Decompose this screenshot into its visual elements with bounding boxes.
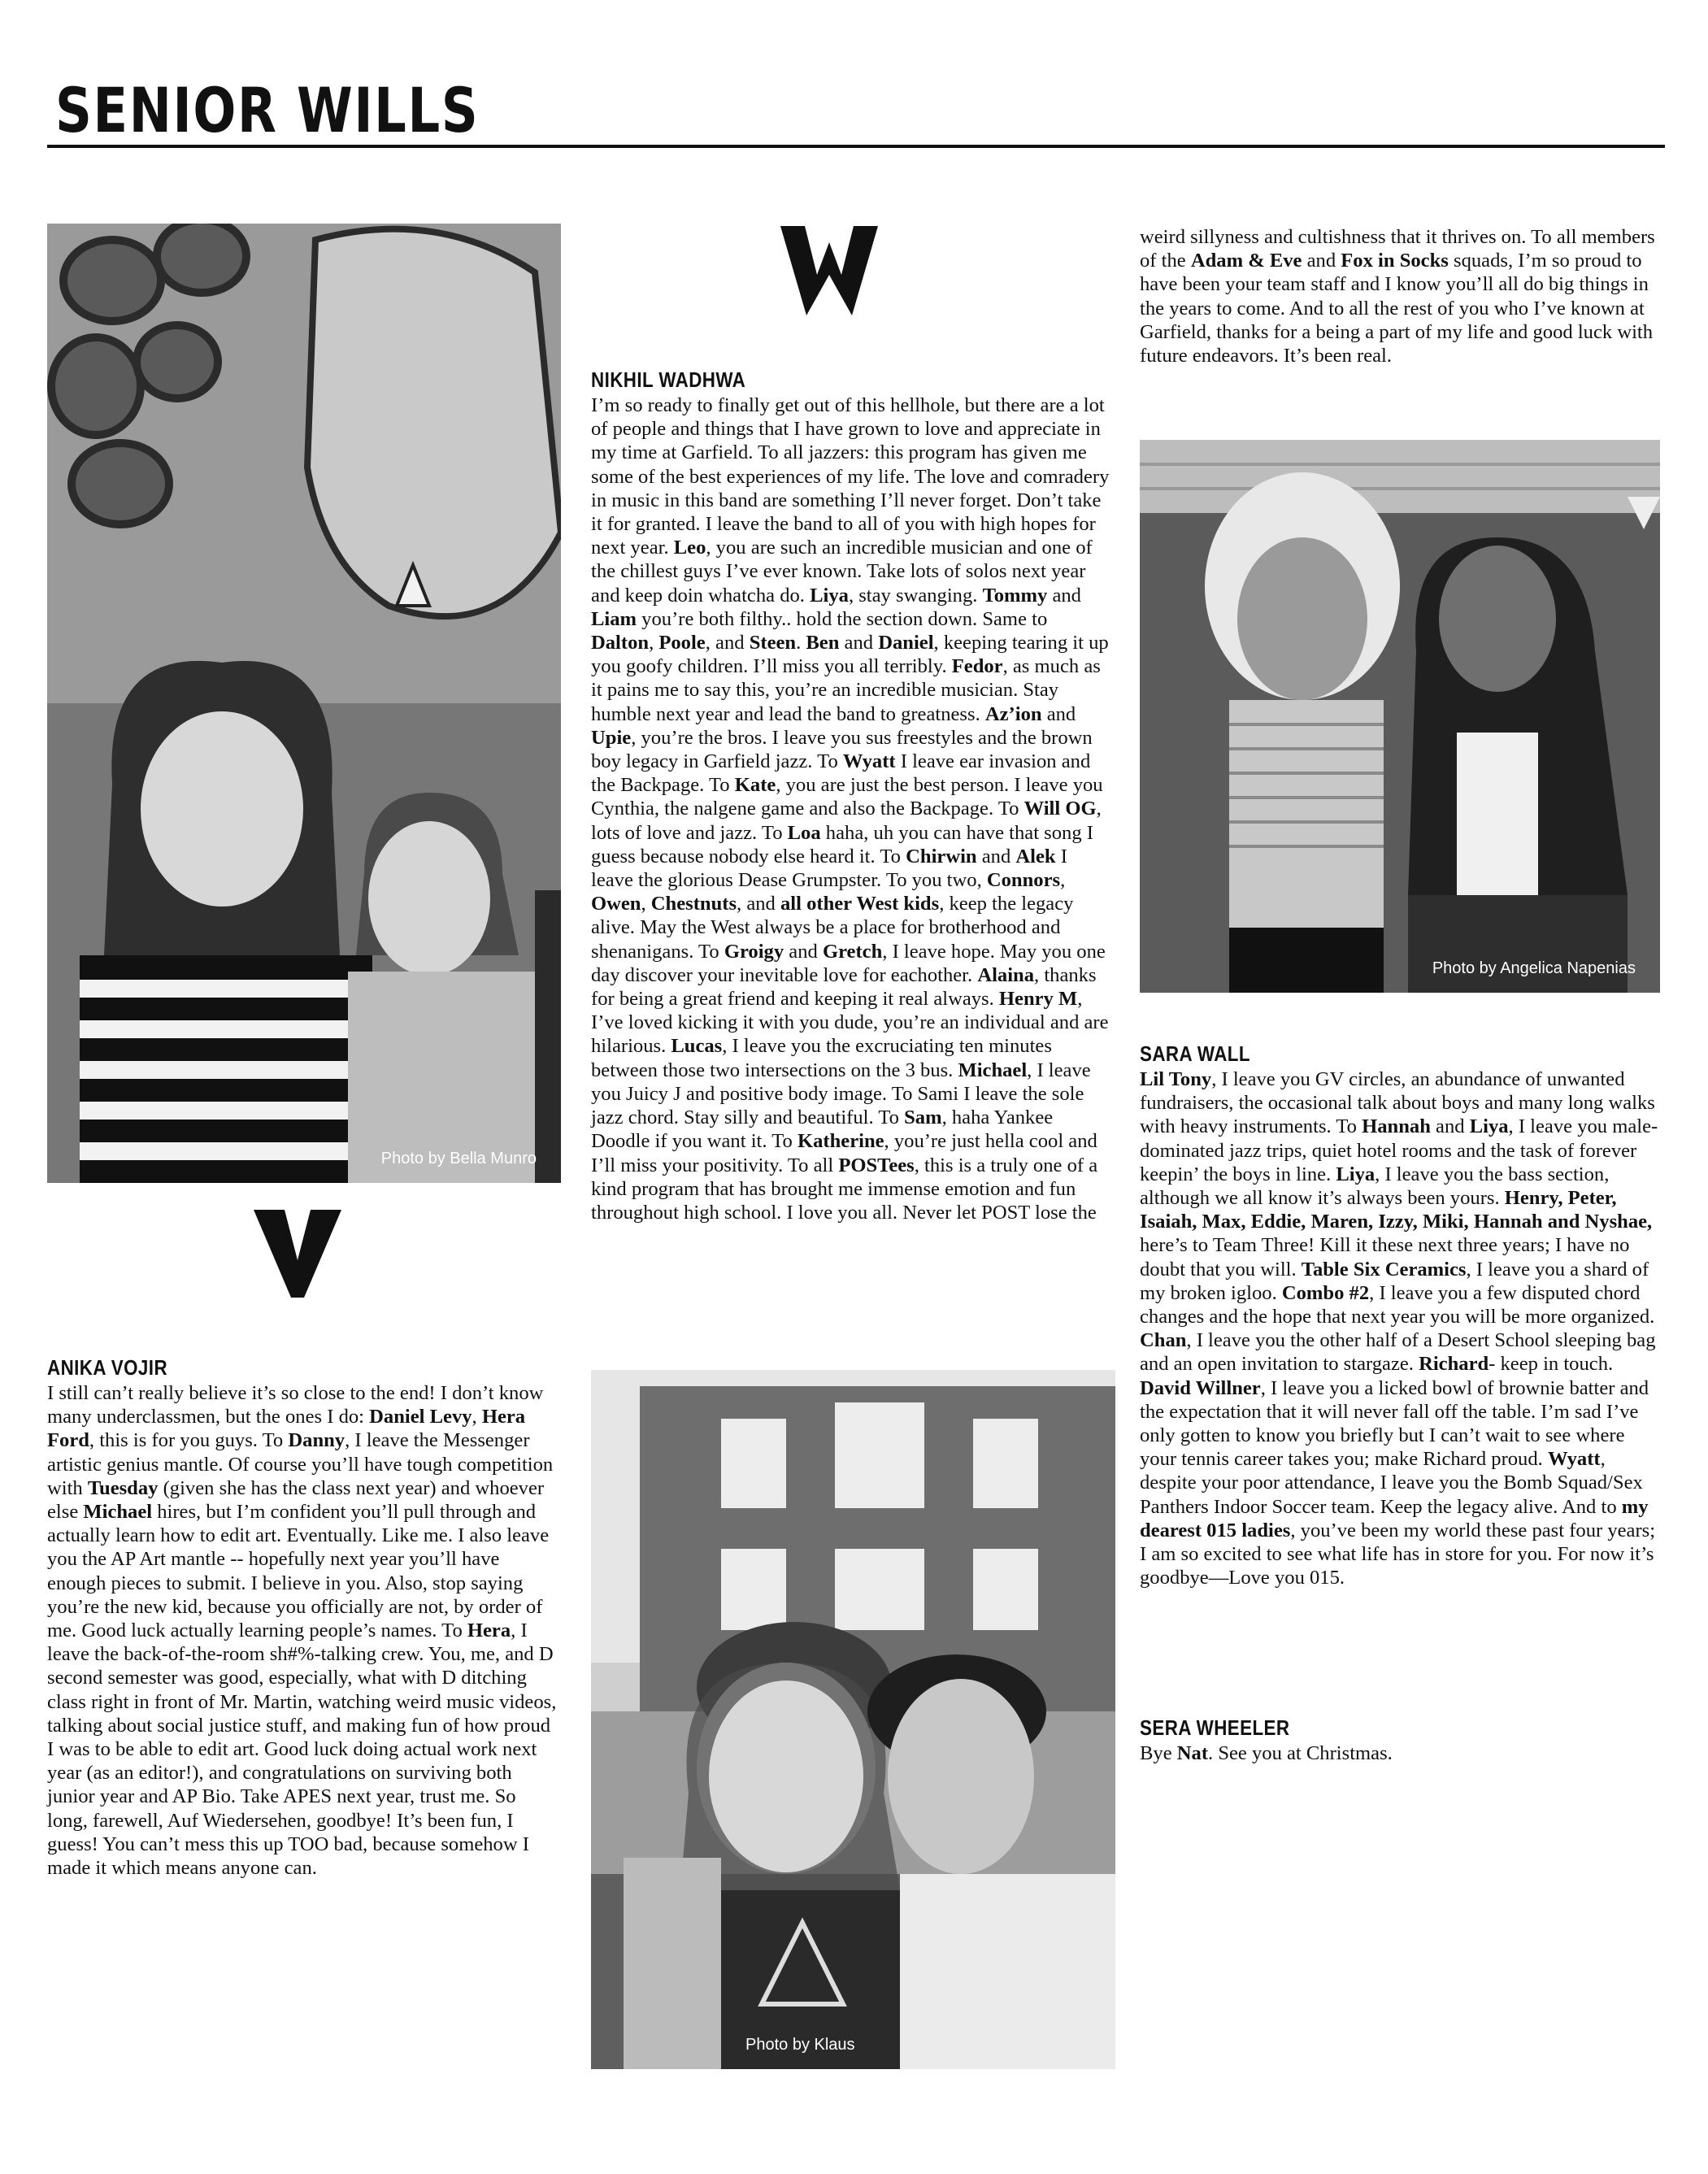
will-entry-wheeler	[1140, 1715, 1660, 1765]
photo-credit: Photo by Bella Munro	[380, 1150, 537, 1167]
entry-name: SERA WHEELER	[1140, 1715, 1290, 1740]
will-entry-wadhwa	[591, 367, 1111, 1224]
entry-name: ANIKA VOJIR	[47, 1355, 168, 1380]
entry-text: Bye Nat. See you at Christmas.	[1140, 1742, 1393, 1764]
photo-credit: Photo by Angelica Napenias	[1432, 959, 1636, 977]
section-title: SENIOR WILLS	[55, 74, 480, 146]
photo-credit: Photo by Klaus	[745, 2036, 855, 2054]
entry-text: I still can’t really believe it’s so close to the end! I don’t know many underclassmen, but the ones I do: Daniel Levy, Hera Ford, this is for you guys. To Danny, I leave the Messenger artistic genius mantle. Of course you’ll have tough competition with Tuesday (given she has the class next year) and whoever else Michael hires, but I’m confident you’ll pull through and actually learn how to edit art. Eventually. Like me. I also leave you the AP Art mantle -- hopefully next year you’ll have enough pieces to submit. I believe in you. Also, stop saying you’re the new kid, because you officially are not, by order of me. Good luck actually learning people’s names. To Hera, I leave the back-of-the-room sh#%-talking crew. You, me, and D second semester was good, especially, what with D ditching class right in front of Mr. Martin, watching weird music videos, talking about social justice stuff, and making fun of how proud I was to be able to edit art. Good luck doing actual work next year (as an editor!), and congratulations on surviving both junior year and AP Bio. Take APES next year, trust me. So long, farewell, Auf Wiedersehen, goodbye! It’s been fun, I guess! You can’t mess this up TOO bad, because somehow I made it which means anyone can.	[47, 1382, 557, 1880]
entry-text: Lil Tony, I leave you GV circles, an abundance of unwanted fundraisers, the occasional talk about boys and many long walks with heavy instruments. To Hannah and Liya, I leave you male-dominated jazz trips, quiet hotel rooms and the task of forever keepin’ the boys in line. Liya, I leave you the bass section, although we all know it’s always been yours. Henry, Peter, Isaiah, Max, Eddie, Maren, Izzy, Miki, Hannah and Nyshae, here’s to Team Three! Kill it these next three years; I have no doubt that you will. Table Six Ceramics, I leave you a shard of my broken igloo. Combo #2, I leave you a few disputed chord changes and the hope that next year you will be more organized. Chan, I leave you the other half of a Desert School sleeping bag and an open invitation to stargaze. Richard- keep in touch. David Willner, I leave you a licked bowl of brownie batter and the expectation that it will never fall off the table. I’m sad I’ve only gotten to know you briefly but I can’t wait to see where your tennis career takes you; make Richard proud. Wyatt, despite your poor attendance, I leave you the Bomb Squad/Sex Panthers Indoor Soccer team. Keep the legacy alive. And to my dearest 015 ladies, you’ve been my world these past four years; I am so excited to see what life has in store for you. For now it’s goodbye—Love you 015.	[1140, 1068, 1658, 1589]
page-header	[47, 72, 1665, 148]
will-entry-wall	[1140, 1041, 1660, 1589]
entry-name: SARA WALL	[1140, 1041, 1250, 1066]
entry-text: I’m so ready to finally get out of this hellhole, but there are a lot of people and things that I have grown to love and appreciate in my time at Garfield. To all jazzers: this program has given me some of the best experiences of my life. The love and comradery in music in this band are something I’ll never forget. Don’t take it for granted. I leave the band to all of you with high hopes for next year. Leo, you are such an incredible musician and one of the chillest guys I’ve ever known. Take lots of solos next year and keep doin whatcha do. Liya, stay swanging. Tommy and Liam you’re both filthy.. hold the section down. Same to Dalton, Poole, and Steen. Ben and Daniel, keeping tearing it up you goofy children. I’ll miss you all terribly. Fedor, as much as it pains me to say this, you’re an incredible musician. Stay humble next year and lead the band to greatness. Az’ion and Upie, you’re the bros. I leave you sus freestyles and the brown boy legacy in Garfield jazz. To Wyatt I leave ear invasion and the Backpage. To Kate, you are just the best person. I leave you Cynthia, the nalgene game and also the Backpage. To Will OG, lots of love and jazz. To Loa haha, uh you can have that song I guess because nobody else heard it. To Chirwin and Alek I leave the glorious Dease Grumpster. To you two, Connors, Owen, Chestnuts, and all other West kids, keep the legacy alive. May the West always be a place for brotherhood and shenanigans. To Groigy and Gretch, I leave hope. May you one day discover your inevitable love for eachother. Alaina, thanks for being a great friend and keeping it real always. Henry M, I’ve loved kicking it with you dude, you’re an individual and are hilarious. Lucas, I leave you the excruciating ten minutes between those two intersections on the 3 bus. Michael, I leave you Juicy J and positive body image. To Sami I leave the sole jazz chord. Stay silly and beautiful. To Sam, haha Yankee Doodle if you want it. To Katherine, you’re just hella cool and I’ll miss your positivity. To all POSTees, this is a truly one of a kind program that has brought me immense emotion and fun throughout high school. I love you all. Never let POST lose the	[591, 394, 1110, 1224]
letter-v-marker	[254, 1210, 341, 1298]
photo-two-students-outside	[591, 1370, 1115, 2069]
entry-name: NIKHIL WADHWA	[591, 367, 746, 392]
will-entry-vojir	[47, 1355, 561, 1880]
letter-w-marker	[780, 226, 878, 315]
photo-two-students-indoor	[1140, 440, 1660, 993]
entry-text-continued: weird sillyness and cultishness that it thrives on. To all members of the Adam & Eve and Fox in Socks squads, I’m so proud to have been your team staff and I know you’ll all do big things in the years to come. And to all the rest of you who I’ve known at Garfield, thanks for a being a part of my life and good luck with future endeavors. It’s been real.	[1140, 226, 1655, 367]
will-entry-wadhwa-continued	[1140, 225, 1660, 367]
photo-two-students-mural	[47, 224, 561, 1183]
